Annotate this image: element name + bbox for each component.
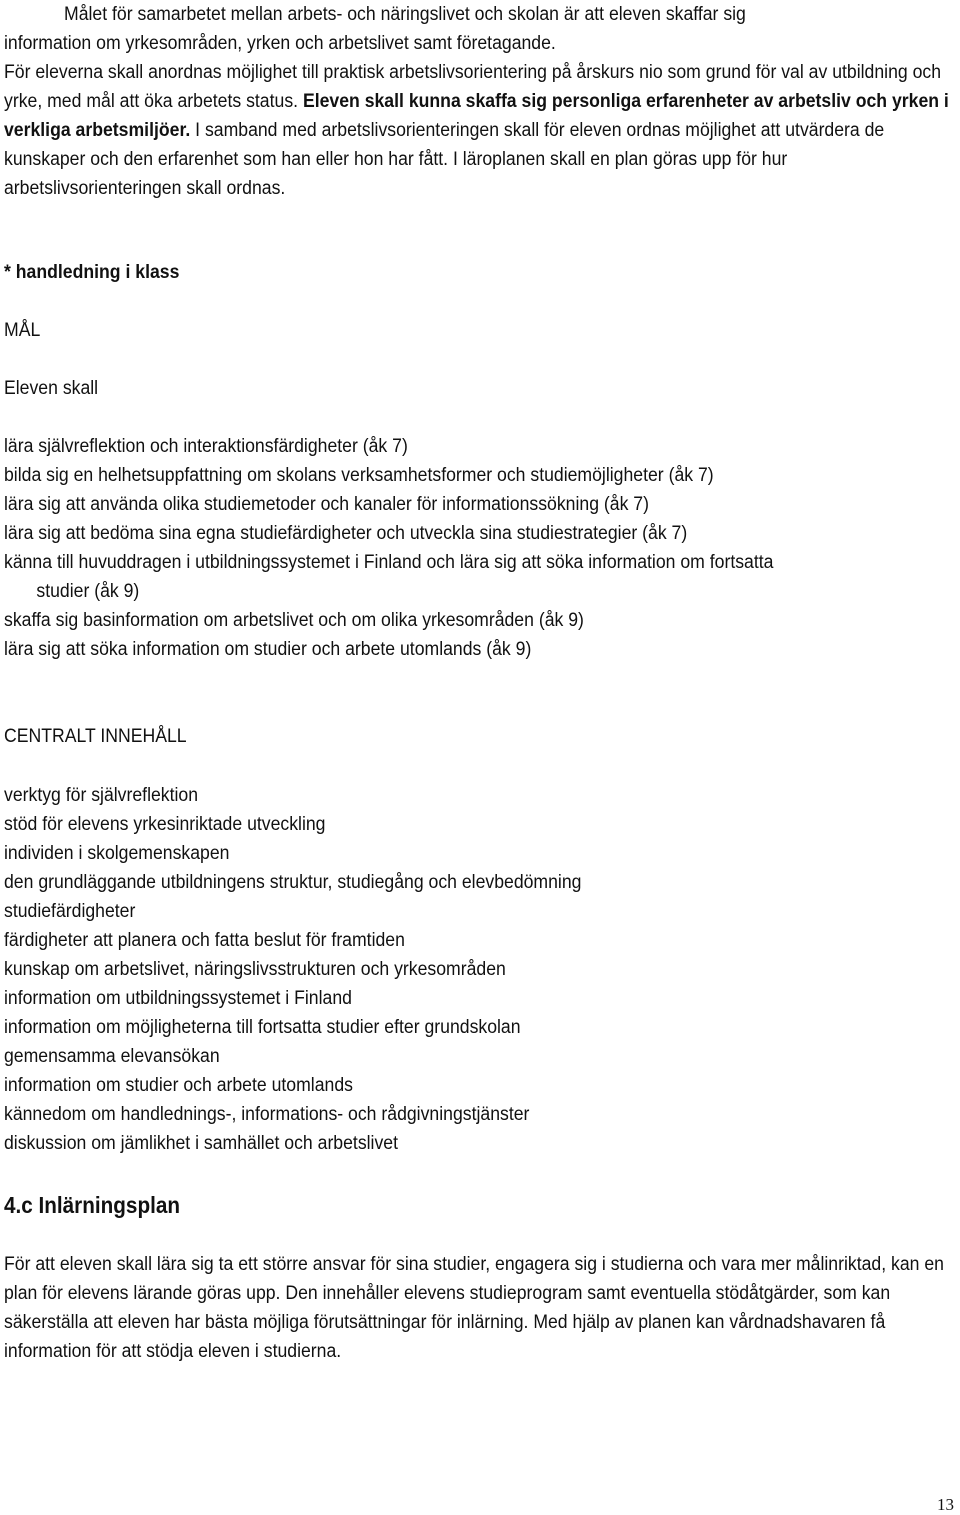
intro-line-1 [64, 0, 865, 29]
goals-list [4, 432, 861, 664]
intro-line-2-text: information om yrkesområden, yrken och arbetslivet samt företagande. [4, 32, 556, 54]
goal-item: lära sig att bedöma sina egna studiefärdigheter och utveckla sina studiestrategier (åk 7) [4, 522, 688, 544]
intro-paragraph-2-bold: Eleven skall kunna skaffa sig personliga erfarenheter av arbetsliv och yrken i verkliga arbetsmiljöer. [4, 90, 949, 141]
intro-line-2 [4, 29, 861, 58]
content-item: kännedom om handlednings-, informations- och rådgivningstjänster [4, 1103, 530, 1125]
goal-item: lära sig att använda olika studiemetoder och kanaler för informationssökning (åk 7) [4, 493, 649, 515]
goals-intro: Eleven skall [4, 377, 99, 399]
content-item: gemensamma elevansökan [4, 1045, 220, 1067]
content-item: information om möjligheterna till fortsatta studier efter grundskolan [4, 1016, 521, 1038]
goal-item: lära självreflektion och interaktionsfärdigheter (åk 7) [4, 435, 408, 457]
content-item: verktyg för självreflektion [4, 784, 199, 806]
content-item: diskussion om jämlikhet i samhället och arbetslivet [4, 1132, 399, 1154]
content-item: studiefärdigheter [4, 900, 136, 922]
guidance-heading-text: * handledning i klass [4, 261, 180, 283]
goal-item: bilda sig en helhetsuppfattning om skolans verksamhetsformer och studiemöjligheter (åk 7) [4, 464, 714, 486]
plan-paragraph-text: För att eleven skall lära sig ta ett större ansvar för sina studier, engagera sig i studierna och vara mer målinriktad, kan en plan för elevens lärande göras upp. Den innehåller elevens studieprogram samt eventuella stödåtgärder, som kan säkerställa att eleven har bästa möjliga förutsättningar för inlärning. Med hjälp av planen kan vårdnadshavaren få information för att stödja eleven i studierna. [4, 1253, 944, 1362]
content-item: den grundläggande utbildningens struktur, studiegång och elevbedömning [4, 871, 582, 893]
goal-item: lära sig att söka information om studier och arbete utomlands (åk 9) [4, 638, 532, 660]
content-item: färdigheter att planera och fatta beslut för framtiden [4, 929, 405, 951]
section-heading-inlarningsplan: 4.c Inlärningsplan [4, 1192, 180, 1218]
content-item: individen i skolgemenskapen [4, 842, 230, 864]
intro-paragraph-2 [4, 58, 951, 203]
goals-label: MÅL [4, 319, 41, 341]
guidance-heading [4, 258, 861, 287]
goal-item: skaffa sig basinformation om arbetslivet och om olika yrkesområden (åk 9) [4, 609, 584, 631]
content-list [4, 781, 861, 1158]
intro-paragraph-2-tail: I samband med arbetslivsorienteringen skall för eleven ordnas möjlighet att utvärdera de kunskaper och den erfarenhet som han eller hon har fått. I läroplanen skall en plan göras upp för hur arbetslivsorienteringen skall ordnas. [4, 119, 885, 199]
intro-paragraph-2-text [4, 58, 951, 203]
content-item: information om studier och arbete utomlands [4, 1074, 353, 1096]
goal-item: känna till huvuddragen i utbildningssystemet i Finland och lära sig att söka information om fortsatta [4, 551, 774, 573]
content-label: CENTRALT INNEHÅLL [4, 725, 187, 747]
plan-paragraph [4, 1250, 951, 1366]
content-item: kunskap om arbetslivet, näringslivsstrukturen och yrkesområden [4, 958, 506, 980]
page-number: 13 [937, 1495, 954, 1514]
intro-paragraph-2-normal: För eleverna skall anordnas möjlighet till praktisk arbetslivsorientering på årskurs nio som grund för val av utbildning och yrke, med mål att öka arbetets status. [4, 61, 942, 112]
goal-item-continuation: studier (åk 9) [36, 580, 140, 602]
intro-line-1-text: Målet för samarbetet mellan arbets- och näringslivet och skolan är att eleven skaffar sig [64, 3, 746, 25]
content-item: information om utbildningssystemet i Finland [4, 987, 352, 1009]
content-item: stöd för elevens yrkesinriktade utveckling [4, 813, 326, 835]
